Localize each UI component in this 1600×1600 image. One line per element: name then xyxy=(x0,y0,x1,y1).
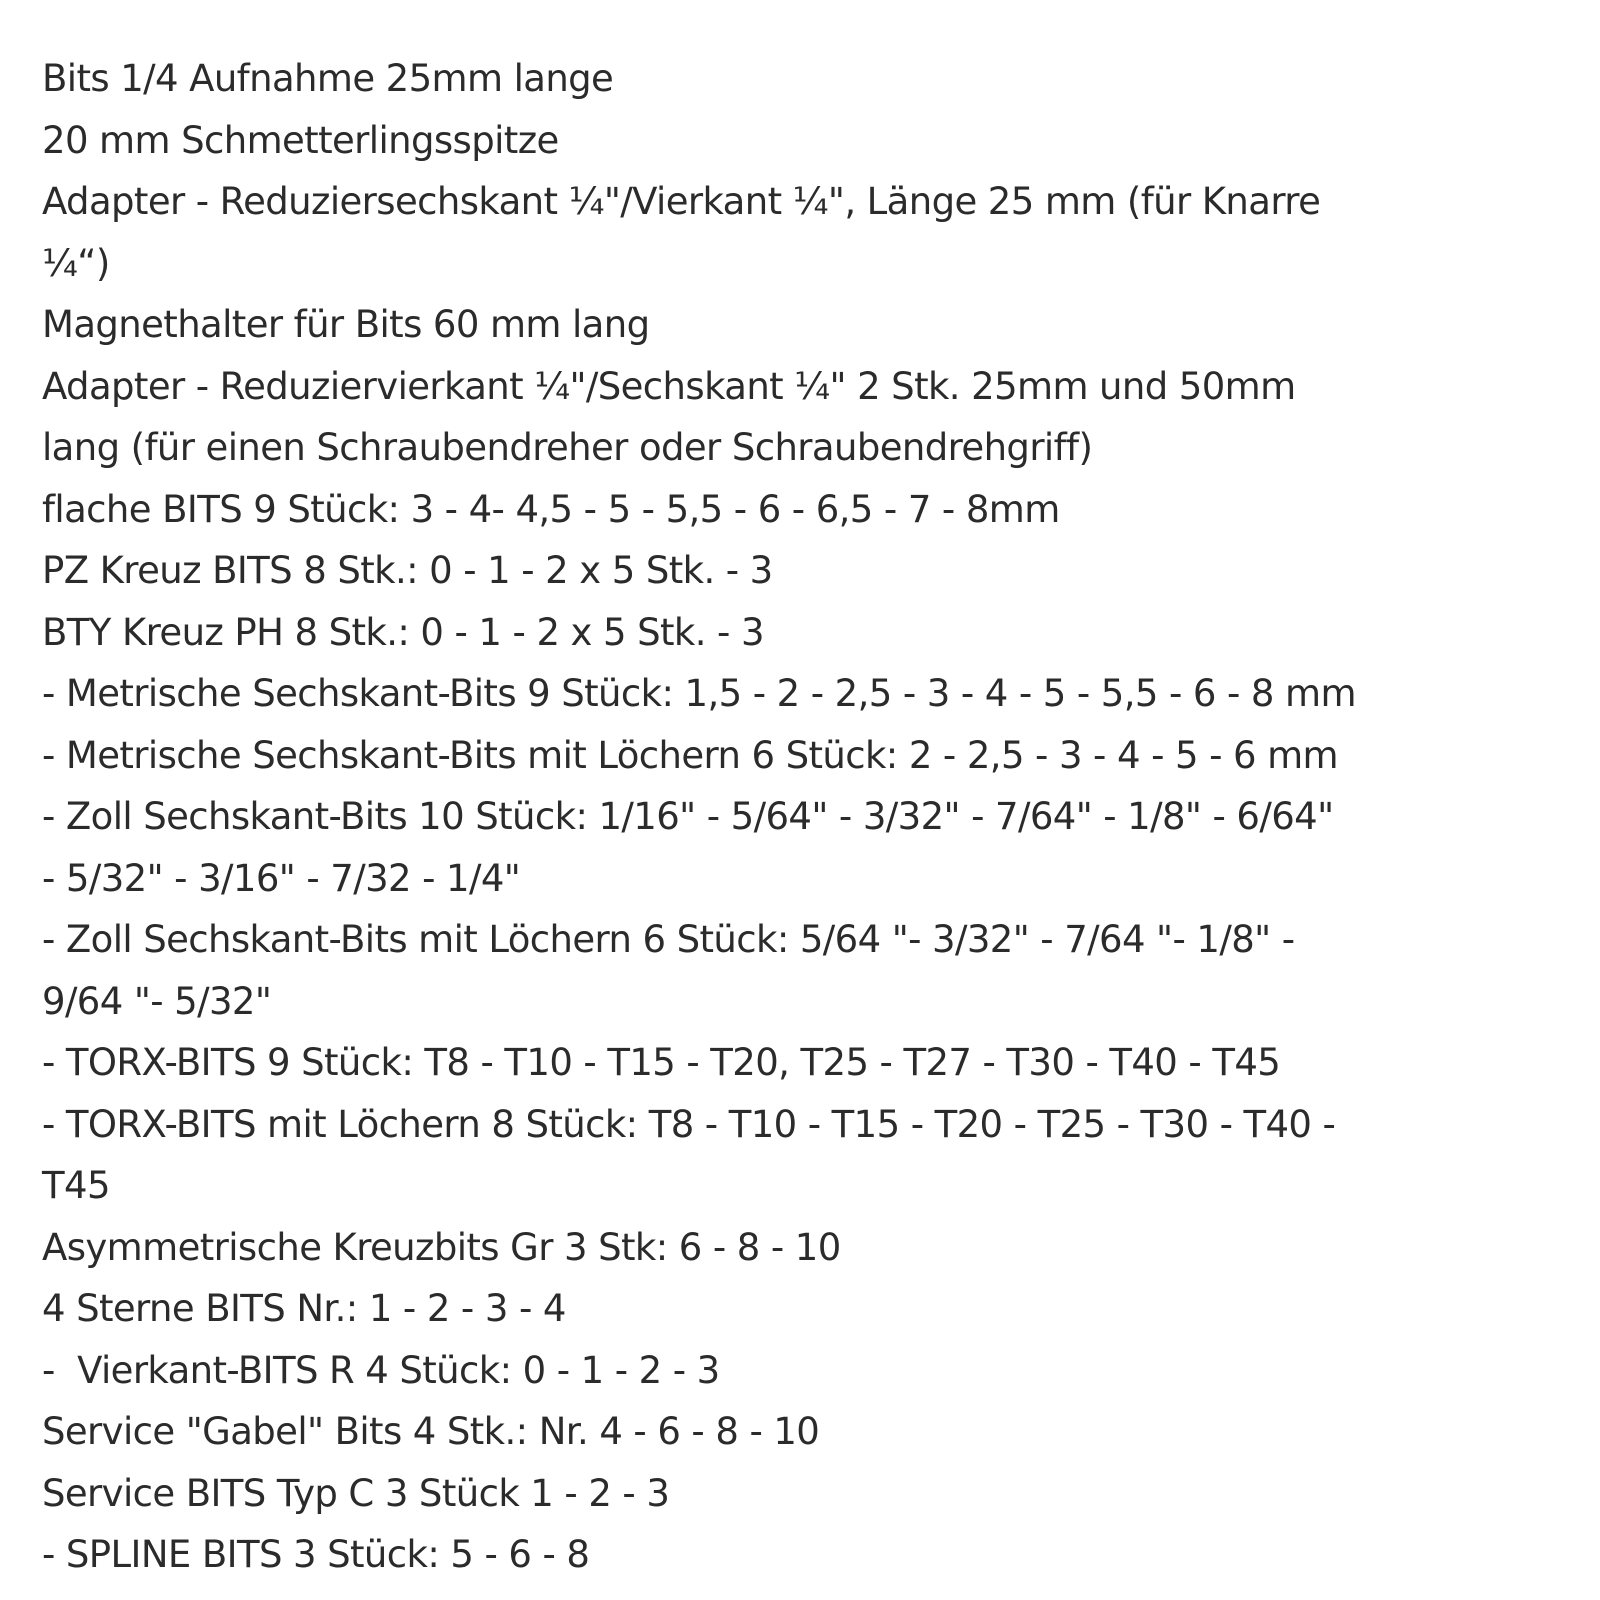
text-line-adapter-hex-square: Adapter - Reduziersechskant ¼"/Vierkant ¼", Länge 25 mm (für Knarre xyxy=(42,180,1321,223)
text-line-flat-bits: flache BITS 9 Stück: 3 - 4- 4,5 - 5 - 5,5 - 6 - 6,5 - 7 - 8mm xyxy=(42,487,1060,531)
text-line-fork-bits: Service "Gabel" Bits 4 Stk.: Nr. 4 - 6 - 8 - 10 xyxy=(42,1410,820,1453)
text-line-ph-bits: BTY Kreuz PH 8 Stk.: 0 - 1 - 2 x 5 Stk. - 3 xyxy=(42,610,764,654)
text-line-type-c-bits: Service BITS Typ C 3 Stück 1 - 2 - 3 xyxy=(42,1471,670,1515)
text-line-torx-holes-bits-cont: T45 xyxy=(42,1164,110,1207)
text-line-adapter-square-hex: Adapter - Reduziervierkant ¼"/Sechskant ¼" 2 Stk. 25mm und 50mm xyxy=(42,364,1296,408)
text-line-metric-hex-holes-bits: - Metrische Sechskant-Bits mit Löchern 6 Stück: 2 - 2,5 - 3 - 4 - 5 - 6 mm xyxy=(42,733,1338,777)
text-line-square-bits: - Vierkant-BITS R 4 Stück: 0 - 1 - 2 - 3 xyxy=(42,1348,720,1392)
text-line-adapter-hex-square-cont: ¼“) xyxy=(42,241,110,285)
text-line-star-bits: 4 Sterne BITS Nr.: 1 - 2 - 3 - 4 xyxy=(42,1287,566,1330)
text-line-torx-bits: - TORX-BITS 9 Stück: T8 - T10 - T15 - T20, T25 - T27 - T30 - T40 - T45 xyxy=(42,1041,1281,1084)
bit-set-description xyxy=(42,48,1572,1586)
text-line-butterfly-tip: 20 mm Schmetterlingsspitze xyxy=(42,118,559,162)
text-line-asymmetric-bits: Asymmetrische Kreuzbits Gr 3 Stk: 6 - 8 - 10 xyxy=(42,1225,841,1269)
text-line-adapter-square-hex-cont: lang (für einen Schraubendreher oder Schraubendrehgriff) xyxy=(42,426,1093,469)
text-line-pz-bits: PZ Kreuz BITS 8 Stk.: 0 - 1 - 2 x 5 Stk. - 3 xyxy=(42,549,773,592)
text-line-bits-holder: Bits 1/4 Aufnahme 25mm lange xyxy=(42,57,614,100)
text-line-spline-bits: - SPLINE BITS 3 Stück: 5 - 6 - 8 xyxy=(42,1533,590,1576)
text-line-magnet-holder: Magnethalter für Bits 60 mm lang xyxy=(42,303,650,346)
text-line-inch-hex-holes-bits: - Zoll Sechskant-Bits mit Löchern 6 Stück: 5/64 "- 3/32" - 7/64 "- 1/8" - xyxy=(42,918,1295,961)
text-line-inch-hex-bits: - Zoll Sechskant-Bits 10 Stück: 1/16" - 5/64" - 3/32" - 7/64" - 1/8" - 6/64" xyxy=(42,795,1334,838)
text-line-metric-hex-bits: - Metrische Sechskant-Bits 9 Stück: 1,5 - 2 - 2,5 - 3 - 4 - 5 - 5,5 - 6 - 8 mm xyxy=(42,672,1356,715)
text-line-torx-holes-bits: - TORX-BITS mit Löchern 8 Stück: T8 - T10 - T15 - T20 - T25 - T30 - T40 - xyxy=(42,1102,1336,1146)
text-line-inch-hex-bits-cont: - 5/32" - 3/16" - 7/32 - 1/4" xyxy=(42,856,521,900)
text-line-inch-hex-holes-bits-cont: 9/64 "- 5/32" xyxy=(42,979,272,1023)
